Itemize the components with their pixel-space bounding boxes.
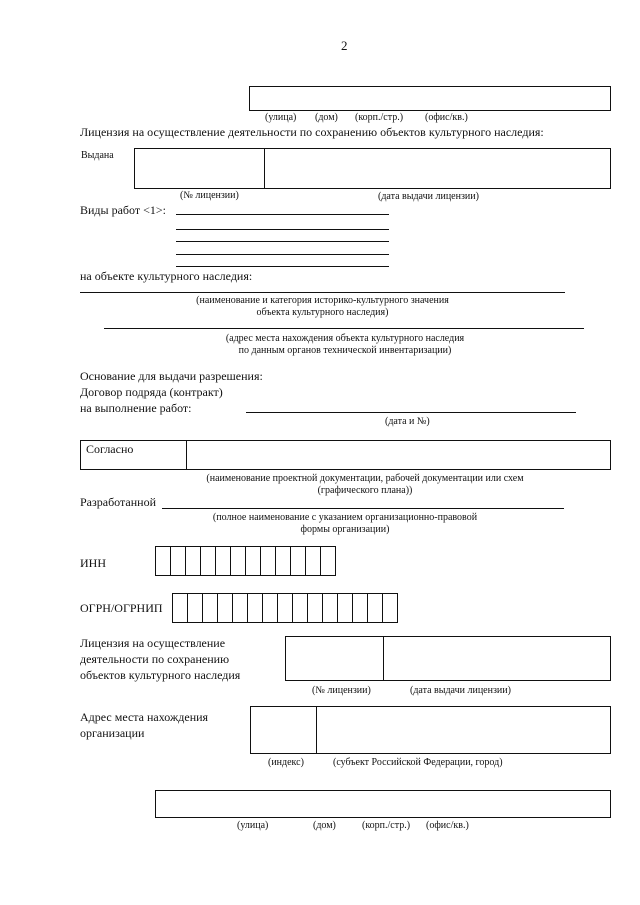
digit-cell[interactable] (278, 594, 293, 622)
org-address-text: Адрес места нахождения организации (80, 710, 209, 740)
field-divider (186, 441, 187, 469)
caption-object-address: (адрес места нахождения объекта культурного наследия по данным органов технической инвентаризации) (225, 333, 465, 356)
ogrn-cells[interactable] (172, 593, 398, 623)
digit-cell[interactable] (171, 547, 186, 575)
address-field-top[interactable] (249, 86, 611, 111)
caption-building: (корп./стр.) (355, 112, 404, 123)
caption-org-license-date: (дата выдачи лицензии) (410, 685, 511, 696)
contract-line[interactable] (246, 412, 576, 413)
caption-street: (улица) (237, 820, 269, 831)
digit-cell[interactable] (338, 594, 353, 622)
org-address-field[interactable] (250, 706, 611, 754)
works-line-2[interactable] (176, 229, 389, 230)
digit-cell[interactable] (321, 547, 336, 575)
caption-building: (корп./стр.) (362, 820, 411, 831)
field-divider (316, 707, 317, 753)
digit-cell[interactable] (306, 547, 321, 575)
caption-license-date: (дата выдачи лицензии) (378, 191, 479, 202)
org-license-text: Лицензия на осуществление деятельности по сохранению объектов культурного наследия (80, 636, 241, 682)
digit-cell[interactable] (276, 547, 291, 575)
developed-label: Разработанной (80, 495, 156, 509)
digit-cell[interactable] (186, 547, 201, 575)
object-label: на объекте культурного наследия: (80, 269, 253, 283)
org-license-field[interactable] (285, 636, 611, 681)
digit-cell[interactable] (353, 594, 368, 622)
object-name-line[interactable] (80, 292, 565, 293)
caption-house: (дом) (313, 820, 336, 831)
caption-license-number: (№ лицензии) (180, 190, 239, 201)
inn-cells[interactable] (155, 546, 336, 576)
license-heading: Лицензия на осуществление деятельности по сохранению объектов культурного наследия: (80, 125, 544, 139)
digit-cell[interactable] (291, 547, 306, 575)
caption-office: (офис/кв.) (425, 112, 468, 123)
digit-cell[interactable] (246, 547, 261, 575)
caption-object-name: (наименование и категория историко-культурного значения объекта культурного наследия) (196, 295, 449, 318)
caption-index: (индекс) (268, 757, 304, 768)
inn-label: ИНН (80, 556, 106, 570)
digit-cell[interactable] (203, 594, 218, 622)
caption-developed: (полное наименование с указанием организационно-правовой формы организации) (212, 512, 478, 535)
digit-cell[interactable] (231, 547, 246, 575)
digit-cell[interactable] (188, 594, 203, 622)
digit-cell[interactable] (173, 594, 188, 622)
digit-cell[interactable] (263, 594, 278, 622)
digit-cell[interactable] (368, 594, 383, 622)
digit-cell[interactable] (218, 594, 233, 622)
digit-cell[interactable] (156, 547, 171, 575)
digit-cell[interactable] (323, 594, 338, 622)
works-line-3[interactable] (176, 241, 389, 242)
caption-agreed: (наименование проектной документации, рабочей документации или схем (графического плана)) (206, 473, 524, 496)
agreed-field[interactable] (80, 440, 611, 470)
digit-cell[interactable] (261, 547, 276, 575)
caption-house: (дом) (315, 112, 338, 123)
developed-line[interactable] (162, 508, 564, 509)
digit-cell[interactable] (233, 594, 248, 622)
works-label: Виды работ <1>: (80, 203, 166, 217)
digit-cell[interactable] (216, 547, 231, 575)
works-line-5[interactable] (176, 266, 389, 267)
caption-contract: (дата и №) (385, 416, 430, 427)
digit-cell[interactable] (383, 594, 398, 622)
works-line-1[interactable] (176, 214, 389, 215)
caption-office: (офис/кв.) (426, 820, 469, 831)
basis-text: Основание для выдачи разрешения: Договор подряда (контракт) на выполнение работ: (80, 369, 263, 415)
object-address-line[interactable] (104, 328, 584, 329)
ogrn-label: ОГРН/ОГРНИП (80, 601, 163, 615)
agreed-label: Согласно (86, 442, 134, 456)
field-divider (383, 637, 384, 680)
issued-license-field[interactable] (134, 148, 611, 189)
issued-label: Выдана (81, 150, 114, 161)
digit-cell[interactable] (293, 594, 308, 622)
caption-street: (улица) (265, 112, 297, 123)
digit-cell[interactable] (308, 594, 323, 622)
caption-org-license-number: (№ лицензии) (312, 685, 371, 696)
digit-cell[interactable] (248, 594, 263, 622)
page-number: 2 (341, 38, 348, 53)
digit-cell[interactable] (201, 547, 216, 575)
field-divider (264, 149, 265, 188)
works-line-4[interactable] (176, 254, 389, 255)
caption-region: (субъект Российской Федерации, город) (333, 757, 503, 768)
address-field-bottom[interactable] (155, 790, 611, 818)
